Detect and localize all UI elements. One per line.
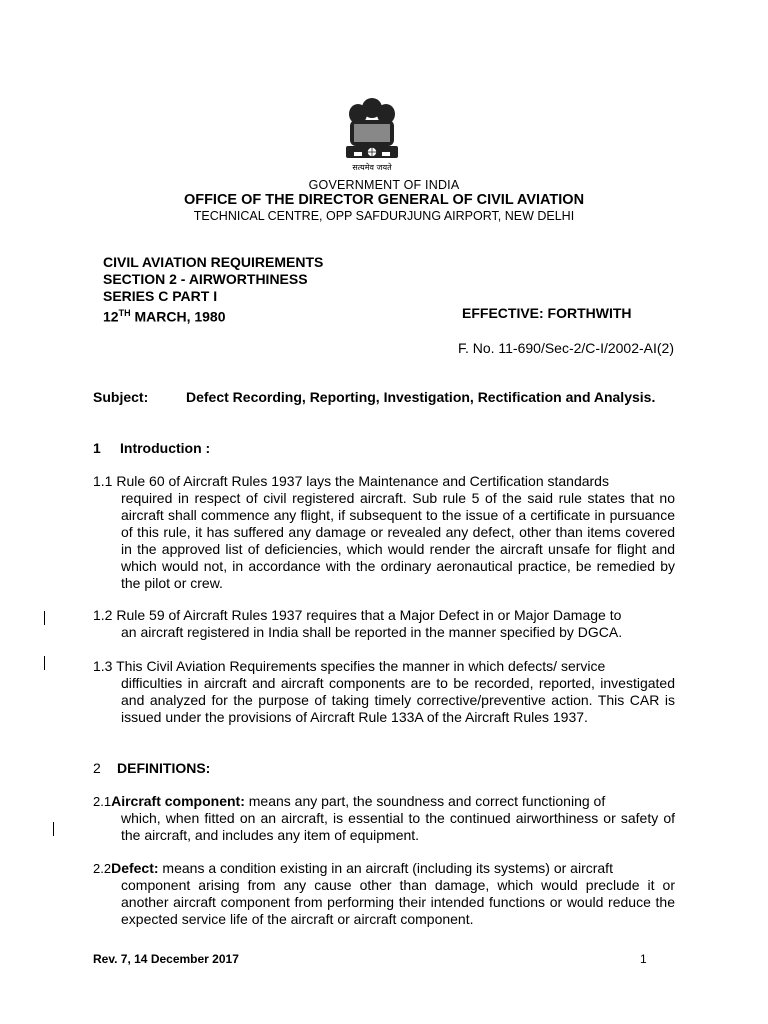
section-2-number: 2 xyxy=(93,760,101,776)
revision-footer: Rev. 7, 14 December 2017 xyxy=(93,952,239,966)
paragraph-1-2: 1.2 Rule 59 of Aircraft Rules 1937 requires that a Major Defect in or Major Damage to an aircraft registered in India shall be reported in the manner specified by DGCA. xyxy=(93,607,623,640)
car-block xyxy=(103,254,324,325)
car-series: SERIES C PART I xyxy=(103,288,218,304)
subject-text: Defect Recording, Reporting, Investigation, Rectification and Analysis. xyxy=(186,389,656,405)
effective-label: EFFECTIVE: FORTHWITH xyxy=(462,305,632,321)
national-emblem xyxy=(334,92,410,178)
paragraph-1-3: 1.3 This Civil Aviation Requirements specifies the manner in which defects/ service difficulties in aircraft and aircraft components are to be recorded, reported, investigated and analyzed for the purpose of taking timely corrective/preventive action. This CAR is issued under the provisions of Aircraft Rule 133A of the Aircraft Rules 1937. xyxy=(93,658,675,725)
revision-bar xyxy=(44,656,45,670)
section-2-title: DEFINITIONS: xyxy=(117,760,211,776)
subject-label: Subject: xyxy=(93,389,149,405)
emblem-motto: सत्यमेव जयते xyxy=(352,163,392,172)
section-1-number: 1 xyxy=(93,440,101,456)
revision-bar xyxy=(44,611,45,625)
paragraph-2-2: 2.2Defect: means a condition existing in an aircraft (including its systems) or aircraft component arising from any cause other than damage, which would preclude it or another aircraft component from performing their intended functions or would reduce the expected service life of the aircraft or aircraft component. xyxy=(93,860,675,927)
car-section: SECTION 2 - AIRWORTHINESS xyxy=(103,271,308,287)
office-title: OFFICE OF THE DIRECTOR GENERAL OF CIVIL AVIATION xyxy=(183,192,585,208)
centre-address: TECHNICAL CENTRE, OPP SAFDURJUNG AIRPORT, NEW DELHI xyxy=(193,209,575,223)
car-date: 12TH MARCH, 1980 xyxy=(103,308,226,325)
file-number: F. No. 11-690/Sec-2/C-I/2002-AI(2) xyxy=(457,340,674,356)
page-number: 1 xyxy=(640,952,647,966)
section-1-title: Introduction : xyxy=(120,440,211,456)
government-title: GOVERNMENT OF INDIA xyxy=(308,178,460,192)
paragraph-1-1: 1.1 Rule 60 of Aircraft Rules 1937 lays the Maintenance and Certification standards required in respect of civil registered aircraft. Sub rule 5 of the said rule states that no aircraft shall commence any flight, if subsequent to the issue of a certificate in pursuance of this rule, it has suffered any damage or revealed any defect, other than items covered in the approved list of deficiencies, which would render the aircraft unsafe for flight and which would not, in accordance with the ordinary aeronautical practice, be remedied by the pilot or crew. xyxy=(93,473,675,591)
car-title: CIVIL AVIATION REQUIREMENTS xyxy=(103,254,324,270)
revision-bar xyxy=(53,822,54,836)
paragraph-2-1: 2.1Aircraft component: means any part, the soundness and correct functioning of which, when fitted on an aircraft, is essential to the continued airworthiness or safety of the aircraft, and includes any item of equipment. xyxy=(93,793,675,843)
